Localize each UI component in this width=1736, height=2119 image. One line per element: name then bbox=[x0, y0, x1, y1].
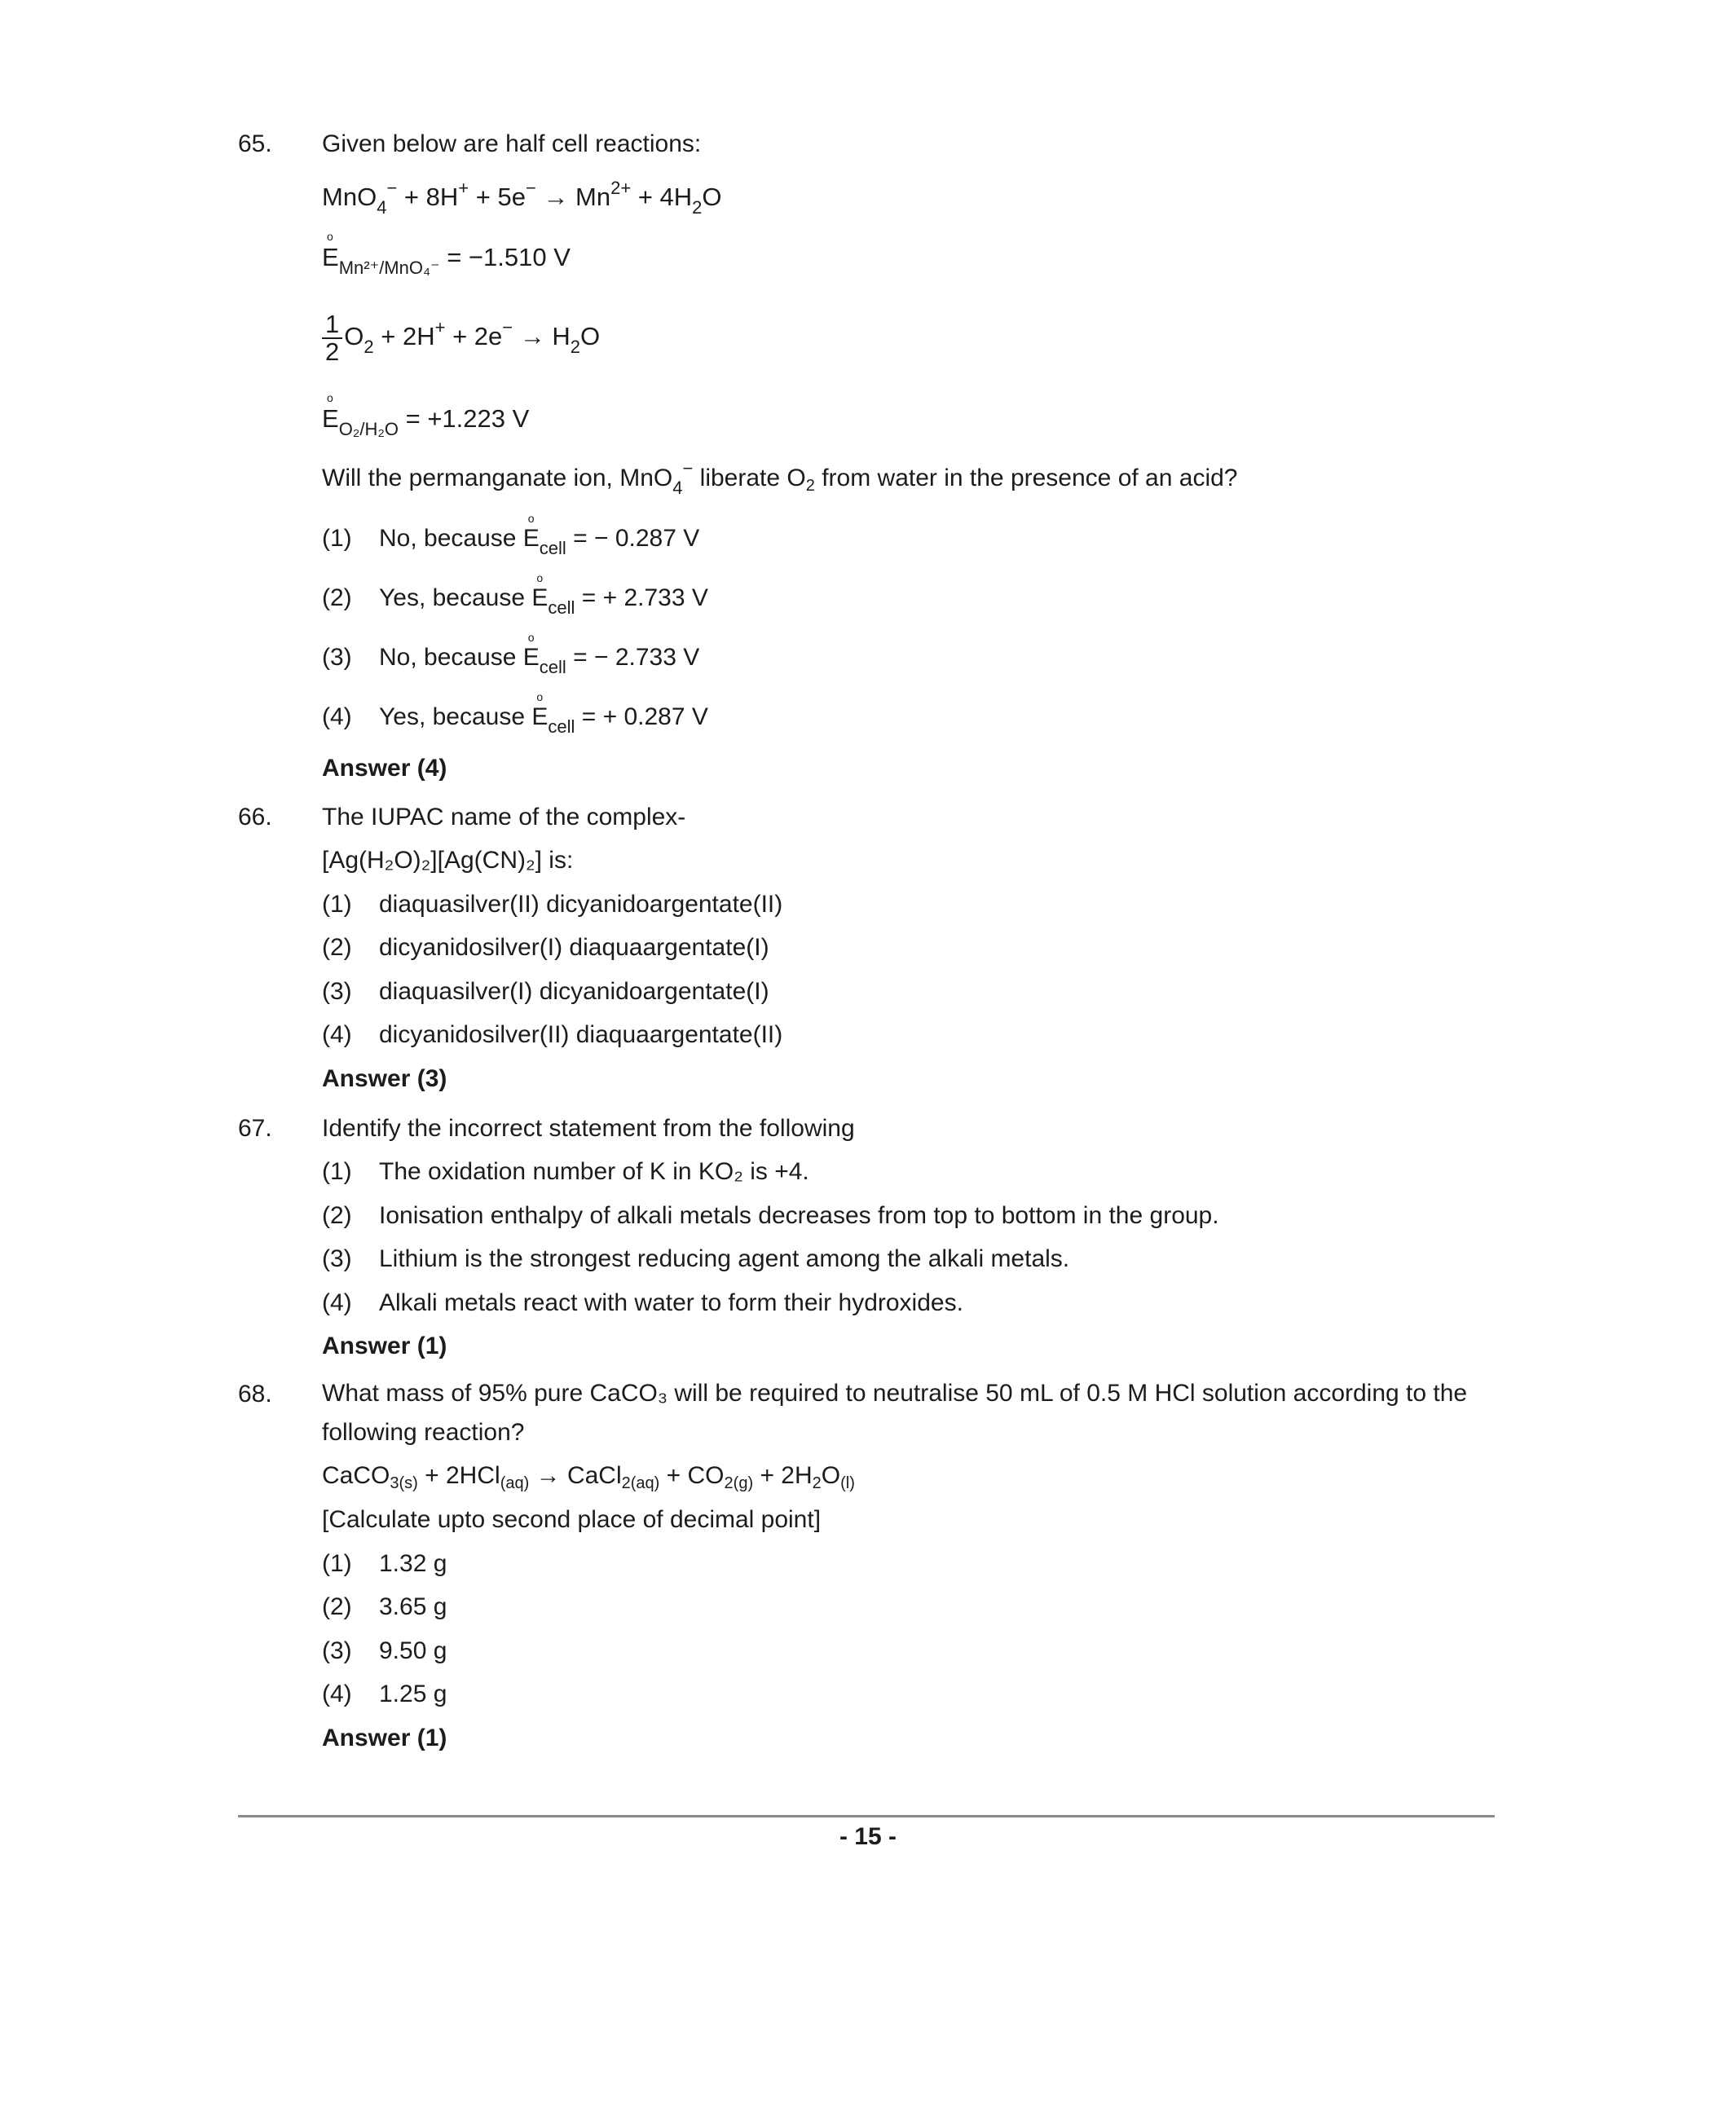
option-2: (2) dicyanidosilver(I) diaquaargentate(I) bbox=[322, 934, 769, 961]
complex-formula: [Ag(H₂O)₂][Ag(CN)₂] is: bbox=[322, 847, 574, 874]
option-2: (2) 3.65 g bbox=[322, 1593, 447, 1620]
answer: Answer (3) bbox=[322, 1065, 447, 1092]
option-1: (1) diaquasilver(II) dicyanidoargentate(II) bbox=[322, 891, 783, 918]
question-stem: Given below are half cell reactions: bbox=[322, 130, 702, 157]
page-number: - 15 - bbox=[839, 1823, 897, 1850]
question-prompt: Will the permanganate ion, MnO$_4$− liberate $O_2$ from water in the presence of an acid? bbox=[322, 458, 1238, 498]
reaction-equation: CaCO$_{3(s)}$ + 2HCl$_{(aq)}$ → CaCl$_{2(aq)}$ + $CO_{2(g)} + 2H_2O_{(l)}$ bbox=[322, 1462, 855, 1492]
question-number: 68. bbox=[238, 1381, 272, 1408]
answer: Answer (4) bbox=[322, 755, 447, 782]
standard-potential-2: o $E_{O_2/H_2O} = +1.223$ V bbox=[322, 404, 529, 434]
option-2: (2) Ionisation enthalpy of alkali metals decreases from top to bottom in the group. bbox=[322, 1202, 1219, 1229]
option-4: (4) Alkali metals react with water to form their hydroxides. bbox=[322, 1289, 963, 1316]
option-4: (4) Yes, because o $E_{cell}$ = + 0.287 V bbox=[322, 703, 708, 731]
option-3: (3) No, because o $E_{cell}$ = − 2.733 V bbox=[322, 644, 699, 672]
option-3: (3) diaquasilver(I) dicyanidoargentate(I) bbox=[322, 978, 769, 1005]
question-number: 67. bbox=[238, 1115, 272, 1142]
question-number: 65. bbox=[238, 130, 272, 157]
option-1: (1) The oxidation number of K in KO₂ is +4. bbox=[322, 1158, 809, 1185]
question-stem: What mass of 95% pure CaCO₃ will be required to neutralise 50 mL of 0.5 M HCl solution according to the following reaction? bbox=[322, 1380, 1468, 1446]
standard-potential-1: o $E_{Mn^{2+}/MnO_4^-} = -1.510$ V bbox=[322, 243, 571, 272]
footer-divider bbox=[238, 1815, 1495, 1817]
answer: Answer (1) bbox=[322, 1725, 447, 1751]
option-1: (1) 1.32 g bbox=[322, 1550, 447, 1577]
question-stem: The IUPAC name of the complex- bbox=[322, 804, 686, 830]
option-2: (2) Yes, because o $E_{cell}$ = + 2.733 V bbox=[322, 584, 708, 612]
question-stem: Identify the incorrect statement from the following bbox=[322, 1115, 855, 1142]
fraction-one-half: $\frac{1}{2}$ bbox=[322, 311, 342, 365]
answer: Answer (1) bbox=[322, 1333, 447, 1359]
option-3: (3) 9.50 g bbox=[322, 1637, 447, 1664]
option-4: (4) dicyanidosilver(II) diaquaargentate(II) bbox=[322, 1021, 783, 1048]
question-number: 66. bbox=[238, 804, 272, 830]
half-cell-reaction-1: $MnO_4^- + 8H^+ + 5e^- \to Mn^{2+} + 4H_2O$ bbox=[322, 178, 722, 218]
option-3: (3) Lithium is the strongest reducing agent among the alkali metals. bbox=[322, 1245, 1070, 1272]
calculation-note: [Calculate upto second place of decimal point] bbox=[322, 1506, 822, 1533]
option-1: (1) No, because o $E_{cell}$ = − 0.287 V bbox=[322, 525, 699, 553]
half-cell-reaction-2: $\frac{1}{2}$ $O_2 + 2H^+ + 2e^- \to H_2O$ bbox=[322, 311, 600, 365]
option-4: (4) 1.25 g bbox=[322, 1681, 447, 1707]
